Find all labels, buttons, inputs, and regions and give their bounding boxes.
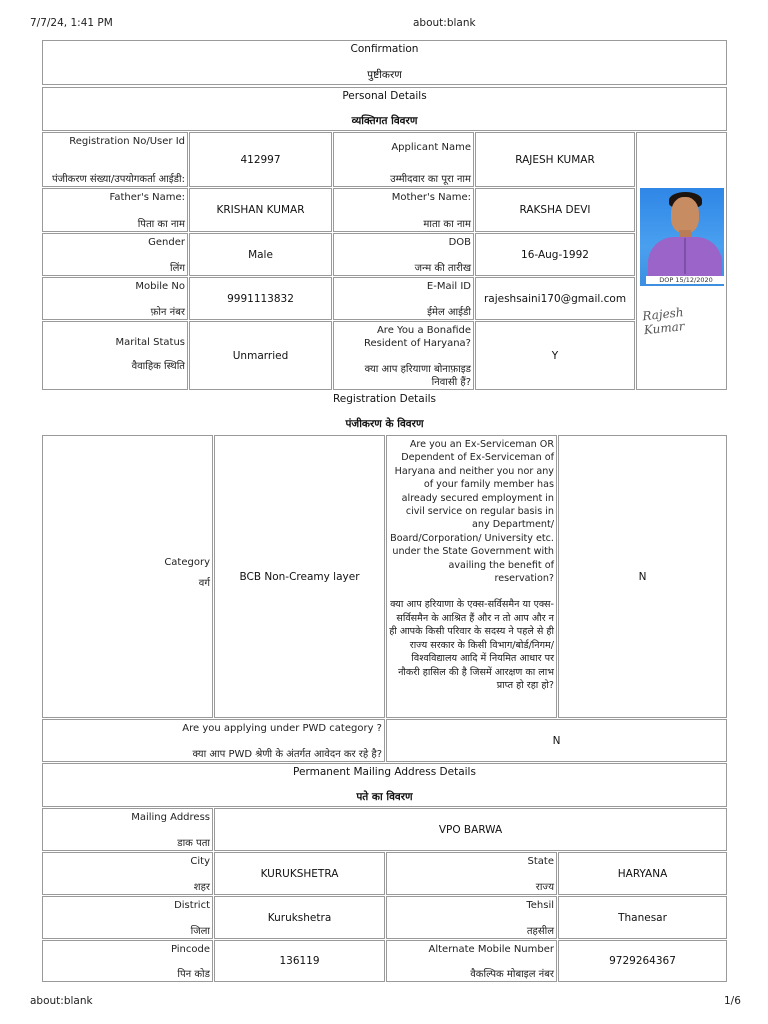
label-hi: पिता का नाम — [137, 219, 185, 230]
pincode-label — [42, 940, 213, 982]
label-en: Applicant Name — [391, 142, 471, 153]
section-title-hindi: पते का विवरण — [356, 791, 413, 803]
section-title: Permanent Mailing Address Details — [293, 766, 476, 778]
label-hi: वर्ग — [198, 578, 210, 589]
label-hi: फ़ोन नंबर — [150, 307, 185, 318]
mobile-value: 9991113832 — [189, 277, 332, 320]
print-url: about:blank — [413, 17, 476, 29]
applicant-name-value: RAJESH KUMAR — [475, 132, 635, 187]
label-en: Father's Name: — [109, 192, 185, 203]
label-hi: लिंग — [170, 263, 185, 274]
confirmation-title-hindi: पुष्टीकरण — [367, 69, 402, 81]
section-title: Personal Details — [342, 90, 427, 102]
label-hi: पंजीकरण संख्या/उपयोगकर्ता आईडी: — [51, 174, 185, 185]
confirmation-title: Confirmation — [350, 43, 419, 55]
registration-no-value: 412997 — [189, 132, 332, 187]
label-en: Gender — [148, 237, 185, 248]
section-title-hindi: व्यक्तिगत विवरण — [351, 115, 418, 127]
email-label — [333, 277, 474, 320]
photo-signature-cell — [636, 132, 727, 390]
gender-value: Male — [189, 233, 332, 276]
label-en: Mobile No — [135, 281, 185, 292]
email-value: rajeshsaini170@gmail.com — [475, 277, 635, 320]
footer-url: about:blank — [30, 995, 93, 1007]
label-en: State — [527, 856, 554, 867]
page-number: 1/6 — [724, 995, 741, 1007]
label-hi: डाक पता — [177, 838, 210, 849]
father-name-label — [42, 188, 188, 232]
print-timestamp: 7/7/24, 1:41 PM — [30, 17, 113, 29]
label-hi: जन्म की तारीख — [414, 263, 471, 274]
label-hi: क्या आप हरियाणा बोनाफ़ाइड निवासी हैं? — [364, 364, 471, 388]
mother-name-value: RAKSHA DEVI — [475, 188, 635, 232]
mailing-address-value: VPO BARWA — [214, 808, 727, 851]
label-hi: राज्य — [535, 882, 554, 893]
registration-details-title: Registration Details — [332, 393, 437, 405]
label-hi: जिला — [190, 926, 210, 937]
label-hi: ईमेल आईडी — [427, 307, 471, 318]
label-en: Are you applying under PWD category ? — [182, 723, 382, 734]
label-en: Registration No/User Id — [69, 136, 185, 147]
father-name-value: KRISHAN KUMAR — [189, 188, 332, 232]
label-en: Mother's Name: — [391, 192, 471, 203]
registration-details-title-hindi: पंजीकरण के विवरण — [345, 418, 424, 430]
category-label — [42, 435, 213, 718]
personal-details-header — [42, 87, 727, 131]
label-hi: तहसील — [526, 926, 554, 937]
label-hi: क्या आप PWD श्रेणी के अंतर्गत आवेदन कर रहे है? — [192, 749, 382, 760]
applicant-signature: Rajesh Kumar — [641, 305, 686, 338]
label-en: E-Mail ID — [426, 281, 471, 292]
label-en: Alternate Mobile Number — [428, 944, 554, 955]
label-hi: क्या आप हरियाणा के एक्स-सर्विसमैन या एक्स-सर्विसमैन के आश्रित हैं और न तो आप और न ही आपके किसी परिवार के सदस्य ने पहले से ही राज्य सरकार के किसी विभाग/बोर्ड/निगम/विश्वविद्यालय आदि में नियमित आधार पर नौकरी हासिल की है जिसमें आरक्षण का लाभ प्राप्त हो रहा हो? — [389, 599, 554, 691]
category-value: BCB Non-Creamy layer — [214, 435, 385, 718]
label-hi: पिन कोड — [177, 969, 210, 980]
label-en: Tehsil — [526, 900, 554, 911]
label-hi: माता का नाम — [423, 219, 471, 230]
alternate-mobile-value: 9729264367 — [558, 940, 727, 982]
applicant-name-label — [333, 132, 474, 187]
photo-date: DOP 15/12/2020 — [646, 276, 724, 284]
district-value: Kurukshetra — [214, 896, 385, 939]
label-hi: शहर — [193, 882, 210, 893]
ex-serviceman-value: N — [558, 435, 727, 718]
tehsil-value: Thanesar — [558, 896, 727, 939]
label-en: City — [190, 856, 210, 867]
mother-name-label — [333, 188, 474, 232]
mobile-label — [42, 277, 188, 320]
label-en: Marital Status — [115, 337, 185, 348]
district-label — [42, 896, 213, 939]
label-en: DOB — [448, 237, 471, 248]
state-value: HARYANA — [558, 852, 727, 895]
state-label — [386, 852, 557, 895]
dob-value: 16-Aug-1992 — [475, 233, 635, 276]
marital-status-value: Unmarried — [189, 321, 332, 390]
pwd-value: N — [386, 719, 727, 762]
label-en: Category — [164, 557, 210, 568]
label-en: Pincode — [170, 944, 210, 955]
gender-label — [42, 233, 188, 276]
mailing-address-label — [42, 808, 213, 851]
bonafide-value: Y — [475, 321, 635, 390]
label-hi: वैकल्पिक मोबाइल नंबर — [470, 969, 554, 980]
city-label — [42, 852, 213, 895]
label-en: Mailing Address — [131, 812, 210, 823]
label-en: District — [174, 900, 210, 911]
label-en: Are You a Bonafide Resident of Haryana? — [364, 325, 471, 349]
registration-no-label — [42, 132, 188, 187]
address-details-header — [42, 763, 727, 807]
confirmation-section — [42, 40, 727, 85]
marital-status-label — [42, 321, 188, 390]
ex-serviceman-question — [386, 435, 557, 718]
label-en: Are you an Ex-Serviceman OR Dependent of Ex-Serviceman of Haryana and neither you nor any of your family member has already secured employment in civil service on regular basis in any Department/ Board/Corporation/ University etc. under the State Government with availing the benefit of reservation? — [390, 439, 554, 585]
pwd-label — [42, 719, 385, 762]
city-value: KURUKSHETRA — [214, 852, 385, 895]
alternate-mobile-label — [386, 940, 557, 982]
bonafide-label — [333, 321, 474, 390]
label-hi: वैवाहिक स्थिति — [131, 361, 185, 372]
dob-label — [333, 233, 474, 276]
label-hi: उम्मीदवार का पूरा नाम — [390, 174, 471, 185]
applicant-photo — [640, 188, 724, 286]
tehsil-label — [386, 896, 557, 939]
pincode-value: 136119 — [214, 940, 385, 982]
